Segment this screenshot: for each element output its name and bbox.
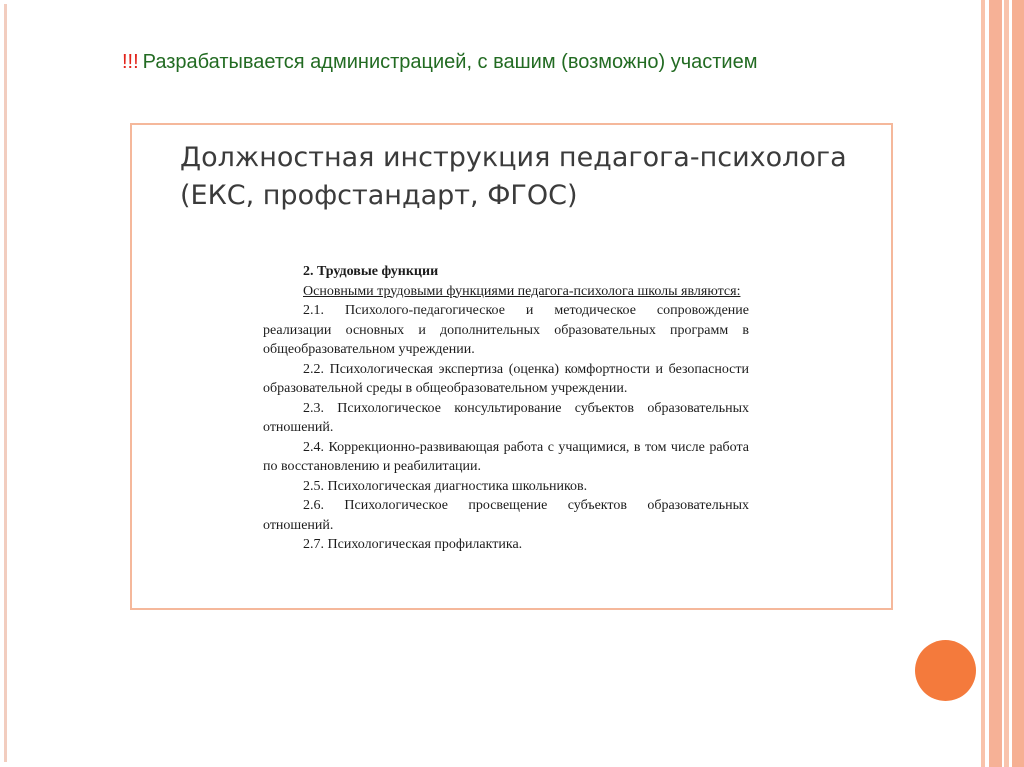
document-title: Должностная инструкция педагога-психолога (ЕКС, профстандарт, ФГОС) <box>180 142 847 211</box>
document-body <box>263 262 749 555</box>
decorative-stripe <box>1012 0 1024 767</box>
headline-text: Разрабатывается администрацией, с вашим (возможно) участием <box>142 51 758 73</box>
section-heading: 2. Трудовые функции <box>303 264 439 279</box>
function-item: 2.2. Психологическая экспертиза (оценка) комфортности и безопасности образовательной среды в общеобразовательном учреждении. <box>263 361 749 396</box>
left-border-line <box>4 4 7 762</box>
decorative-stripe <box>989 0 1002 767</box>
slide-headline <box>122 51 757 74</box>
section-intro: Основными трудовыми функциями педагога-психолога школы являются: <box>303 283 741 299</box>
function-item: 2.7. Психологическая профилактика. <box>303 537 523 552</box>
function-item: 2.5. Психологическая диагностика школьников. <box>303 478 588 494</box>
function-item: 2.6. Психологическое просвещение субъектов образовательных отношений. <box>263 498 749 533</box>
function-item: 2.4. Коррекционно-развивающая работа с учащимися, в том числе работа по восстановлению и реабилитации. <box>263 439 749 474</box>
decorative-circle <box>915 640 976 701</box>
headline-prefix: !!! <box>122 51 139 73</box>
decorative-stripe <box>981 0 985 767</box>
decorative-stripe <box>1004 0 1009 767</box>
function-item: 2.3. Психологическое консультирование субъектов образовательных отношений. <box>263 400 749 435</box>
function-item: 2.1. Психолого-педагогическое и методическое сопровождение реализации основных и дополнительных образовательных программ в общеобразовательном учреждении. <box>263 303 749 357</box>
document-excerpt-frame <box>130 123 893 610</box>
